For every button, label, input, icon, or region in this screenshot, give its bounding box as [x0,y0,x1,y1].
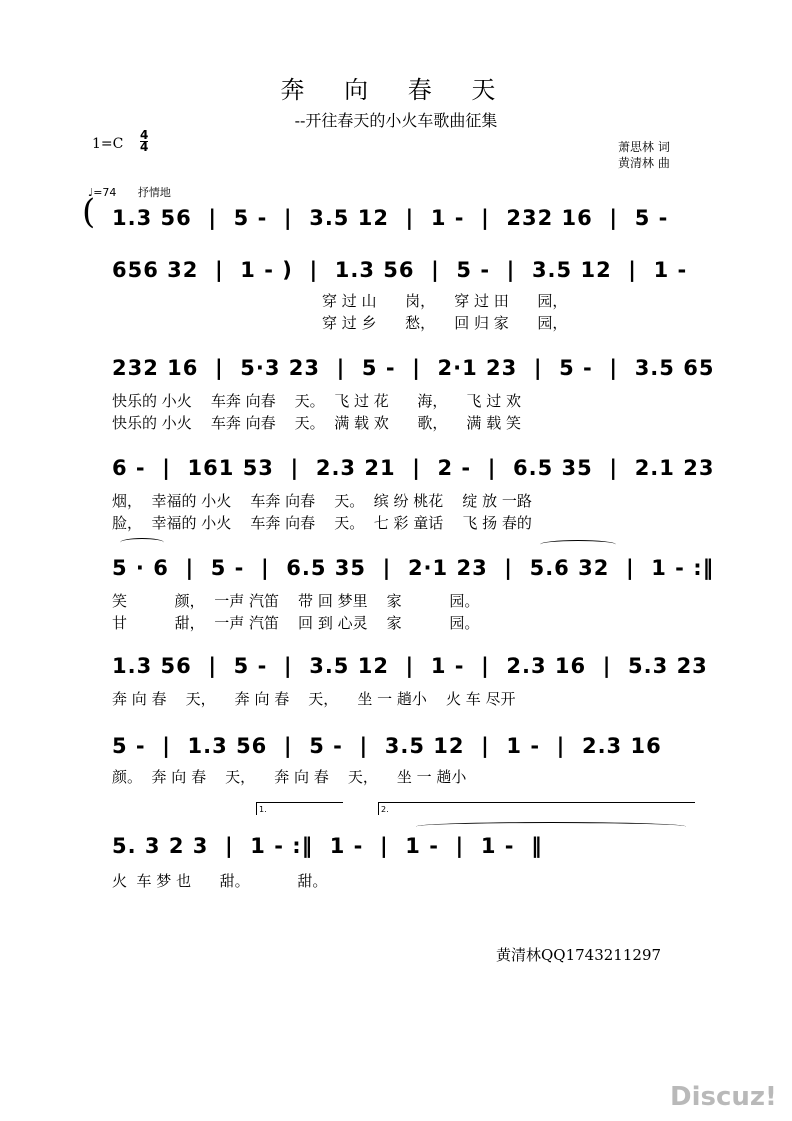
time-signature-bottom: 4 [140,140,149,154]
score-row-8: 5. 3 2 3 | 1 - :‖ 1 - | 1 - | 1 - ‖ [112,834,543,858]
score-row-4: 6 - | 161 53 | 2.3 21 | 2 - | 6.5 35 | 2.1 23 [112,456,715,480]
volta-bracket-1 [256,802,343,815]
lyric-row-7: 颜。 奔 向 春 天， 奔 向 春 天， 坐 一 趟小 [112,768,467,786]
score-row-5: 5 · 6 | 5 - | 6.5 35 | 2·1 23 | 5.6 32 | 1 - :‖ [112,556,715,580]
slur-mark [540,540,616,549]
slur-mark [120,538,164,547]
song-title: 奔 向 春 天 [280,76,512,104]
forum-watermark: Discuz! [670,1082,777,1112]
score-row-2: 656 32 | 1 - ) | 1.3 56 | 5 - | 3.5 12 | 1 - [112,258,688,282]
lyric-row-4-verse-2: 脸， 幸福的 小火 车奔 向春 天。 七 彩 童话 飞 扬 春的 [112,514,532,532]
tempo-value: ♩=74 [88,186,117,199]
time-signature-top: 4 [140,128,149,142]
volta-label-2: 2. [381,805,389,814]
lyric-row-5-verse-2: 甘 甜， 一声 汽笛 回 到 心灵 家 园。 [112,614,480,632]
key-signature: 1=C [92,136,124,152]
composer-credit: 黄清林 曲 [618,156,670,170]
intro-brace: ( [82,192,96,232]
author-contact: 黄清林QQ1743211297 [496,946,662,964]
tempo-marking [88,184,171,200]
lyric-row-2-verse-1: 穿 过 山 岗， 穿 过 田 园， [322,292,568,310]
score-row-3: 232 16 | 5·3 23 | 5 - | 2·1 23 | 5 - | 3.5 65 [112,356,715,380]
volta-bracket-2 [378,802,695,815]
score-row-1: 1.3 56 | 5 - | 3.5 12 | 1 - | 232 16 | 5 - [112,206,669,230]
lyric-row-4-verse-1: 烟， 幸福的 小火 车奔 向春 天。 缤 纷 桃花 绽 放 一路 [112,492,532,510]
lyric-row-3-verse-2: 快乐的 小火 车奔 向春 天。 满 载 欢 歌， 满 载 笑 [112,414,521,432]
lyric-row-6: 奔 向 春 天， 奔 向 春 天， 坐 一 趟小 火 车 尽开 [112,690,516,708]
lyric-row-2-verse-2: 穿 过 乡 愁， 回 归 家 园， [322,314,568,332]
lyric-row-8: 火 车 梦 也 甜。 甜。 [112,872,328,890]
expression-marking: 抒情地 [137,186,171,199]
lyricist-credit: 萧思林 词 [618,140,670,154]
score-row-7: 5 - | 1.3 56 | 5 - | 3.5 12 | 1 - | 2.3 16 [112,734,662,758]
lyric-row-3-verse-1: 快乐的 小火 车奔 向春 天。 飞 过 花 海， 飞 过 欢 [112,392,521,410]
volta-label-1: 1. [259,805,267,814]
lyric-row-5-verse-1: 笑 颜， 一声 汽笛 带 回 梦里 家 园。 [112,592,480,610]
song-subtitle: --开往春天的小火车歌曲征集 [294,111,498,130]
score-row-6: 1.3 56 | 5 - | 3.5 12 | 1 - | 2.3 16 | 5.3 23 [112,654,708,678]
time-signature [140,130,148,153]
slur-mark [416,822,686,831]
